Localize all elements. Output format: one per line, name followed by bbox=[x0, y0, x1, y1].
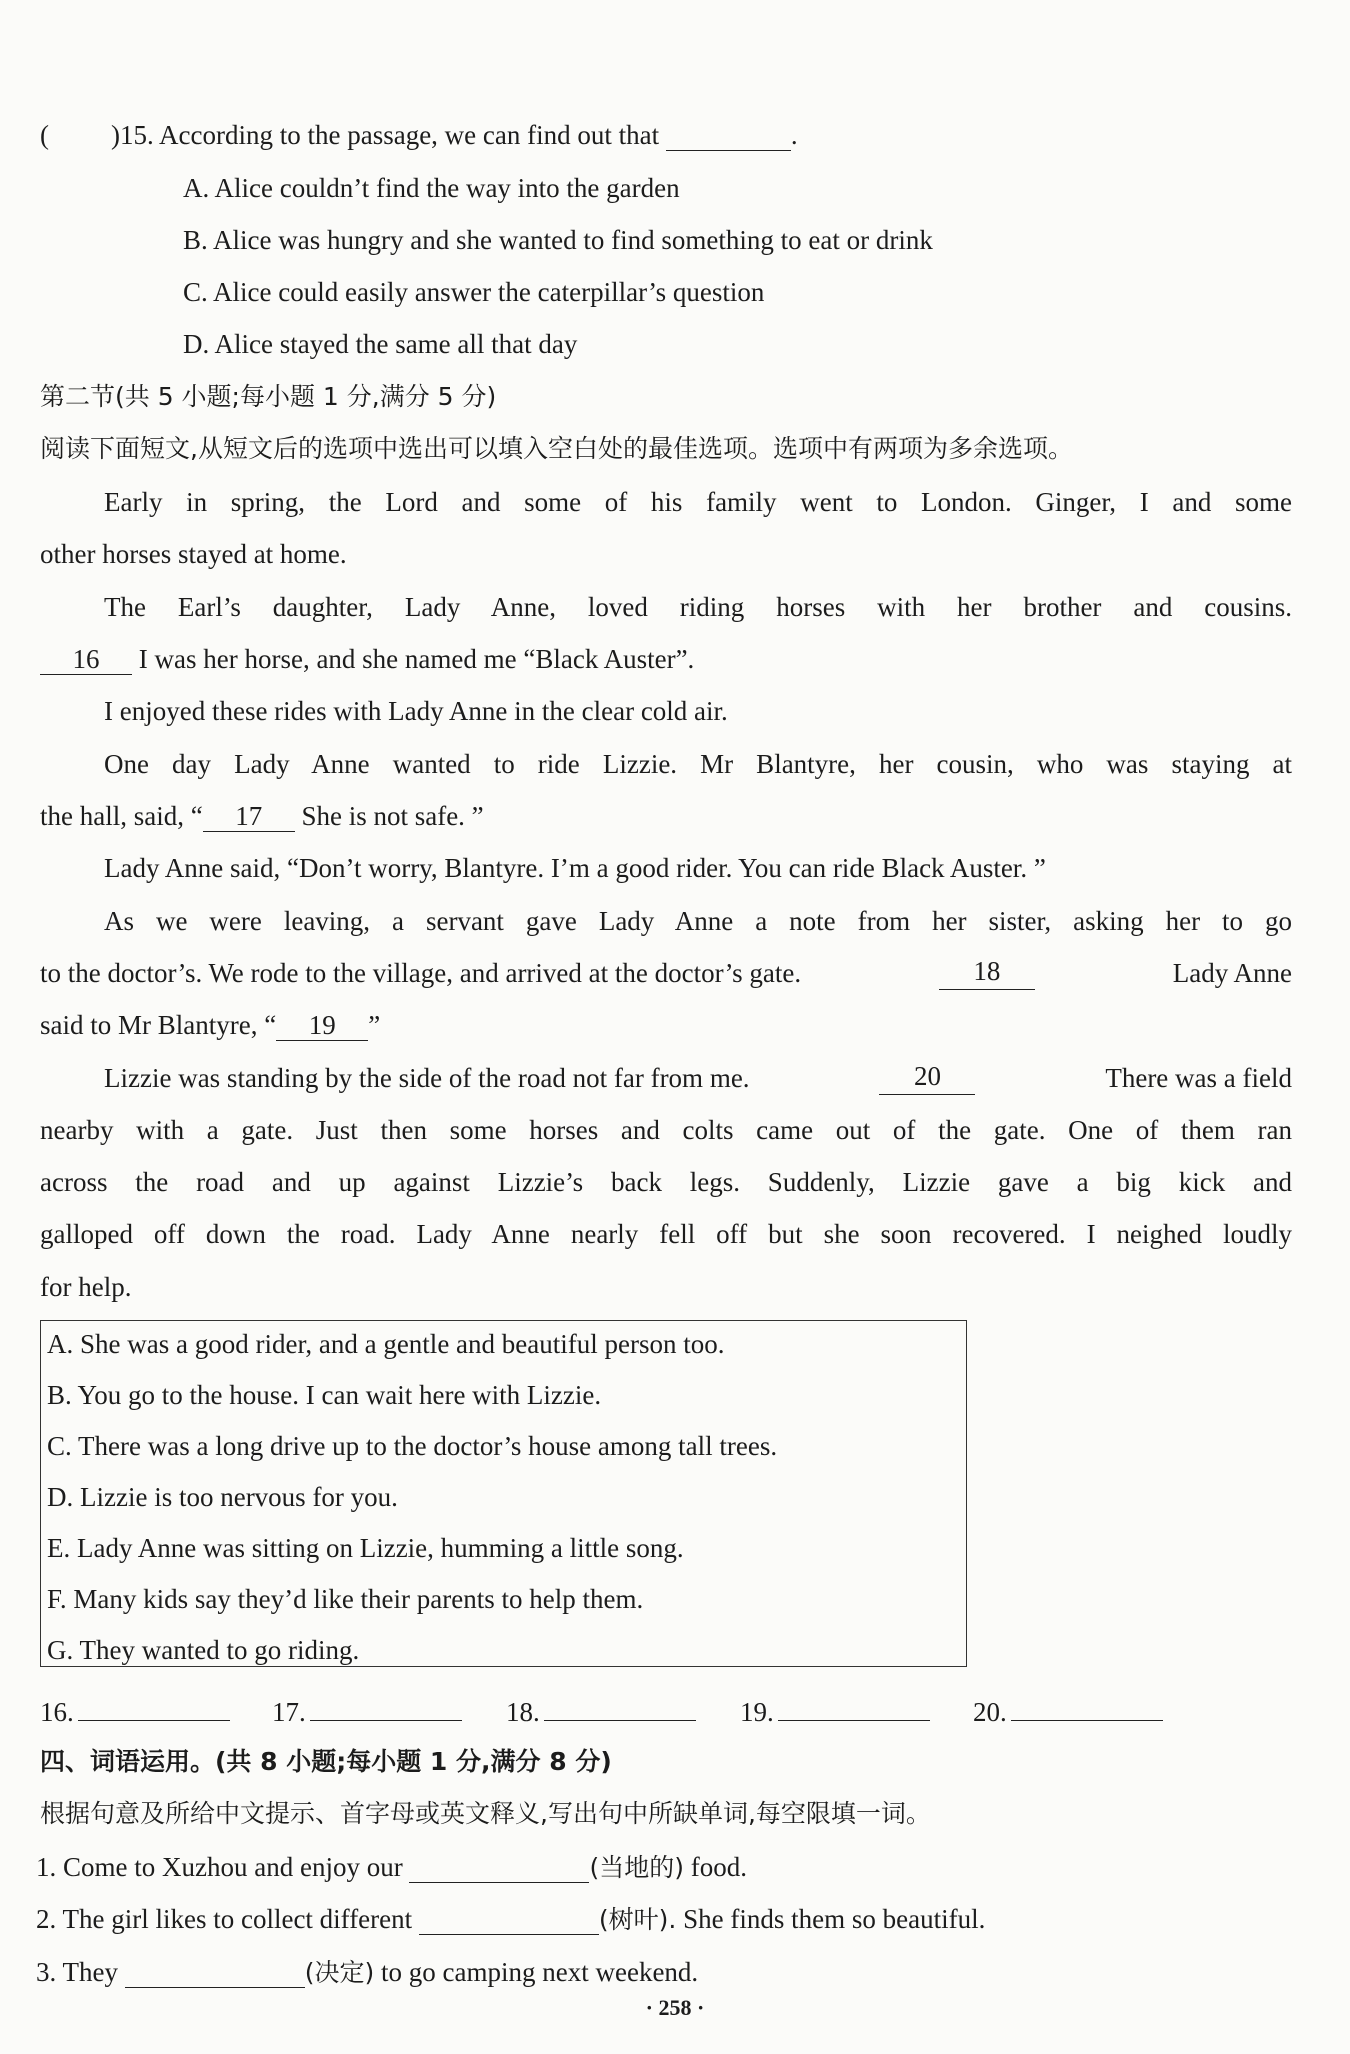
choice-a: A. She was a good rider, and a gentle and beautiful person too. bbox=[47, 1329, 725, 1359]
passage-line: Early in spring, the Lord and some of his family went to London. Ginger, I and some bbox=[104, 487, 1292, 517]
vocab-question-3 bbox=[36, 1955, 698, 1990]
chinese-hint: (当地的) bbox=[589, 1853, 684, 1882]
option-c: C. Alice could easily answer the caterpillar’s question bbox=[183, 277, 765, 307]
vocab-question-2 bbox=[36, 1902, 985, 1937]
section-2-instruction: 阅读下面短文,从短文后的选项中选出可以填入空白处的最佳选项。选项中有两项为多余选项。 bbox=[40, 434, 1073, 463]
chinese-hint: (树叶). bbox=[598, 1905, 677, 1934]
passage-line bbox=[40, 642, 694, 676]
page-number: · 258 · bbox=[645, 1995, 705, 2020]
passage-line bbox=[104, 1061, 1292, 1095]
question-text: 1. Come to Xuzhou and enjoy our bbox=[36, 1852, 403, 1882]
passage-text: ” bbox=[368, 1010, 381, 1040]
section-4-instruction: 根据句意及所给中文提示、首字母或英文释义,写出句中所缺单词,每空限填一词。 bbox=[40, 1799, 931, 1828]
blank-20[interactable]: 20 bbox=[879, 1061, 975, 1095]
passage-line: for help. bbox=[40, 1272, 132, 1302]
answer-blank-18[interactable] bbox=[544, 1690, 696, 1721]
passage-line bbox=[40, 1008, 380, 1042]
answer-label: 20. bbox=[973, 1697, 1007, 1727]
question-text: food. bbox=[690, 1852, 747, 1882]
passage-text: Lizzie was standing by the side of the road not far from me. bbox=[104, 1063, 750, 1093]
question-text: She finds them so beautiful. bbox=[683, 1904, 986, 1934]
passage-line: nearby with a gate. Just then some horses and colts came out of the gate. One of them ran bbox=[40, 1115, 1292, 1145]
answer-paren-close: ) bbox=[111, 120, 120, 150]
vocab-blank-1[interactable] bbox=[409, 1852, 589, 1883]
passage-text: I was her horse, and she named me “Black Auster”. bbox=[138, 644, 695, 674]
question-15-blank[interactable] bbox=[666, 120, 791, 151]
passage-text: said to Mr Blantyre, “ bbox=[40, 1010, 277, 1040]
chinese-hint: (决定) bbox=[304, 1958, 375, 1987]
section-2-heading: 第二节(共 5 小题;每小题 1 分,满分 5 分) bbox=[40, 382, 497, 411]
answer-blank-19[interactable] bbox=[778, 1690, 930, 1721]
choice-d: D. Lizzie is too nervous for you. bbox=[47, 1482, 398, 1512]
choice-c: C. There was a long drive up to the doctor’s house among tall trees. bbox=[47, 1431, 778, 1461]
choices-box bbox=[40, 1320, 967, 1667]
choice-e: E. Lady Anne was sitting on Lizzie, humming a little song. bbox=[47, 1533, 684, 1563]
passage-line bbox=[40, 956, 1292, 990]
answer-blank-20[interactable] bbox=[1011, 1690, 1163, 1721]
choice-g: G. They wanted to go riding. bbox=[47, 1635, 360, 1665]
answer-paren-open: ( bbox=[40, 120, 49, 150]
passage-text: She is not safe. ” bbox=[301, 801, 484, 831]
answer-label: 19. bbox=[740, 1697, 774, 1727]
passage-text: There was a field bbox=[1105, 1063, 1292, 1093]
period: . bbox=[790, 120, 798, 150]
answer-19 bbox=[740, 1690, 930, 1729]
passage-line: I enjoyed these rides with Lady Anne in the clear cold air. bbox=[104, 696, 728, 726]
question-15-stem: 15. According to the passage, we can find out that bbox=[120, 120, 660, 150]
passage-line: One day Lady Anne wanted to ride Lizzie. Mr Blantyre, her cousin, who was staying at bbox=[104, 749, 1292, 779]
question-text: 3. They bbox=[36, 1957, 118, 1987]
vocab-question-1 bbox=[36, 1850, 747, 1885]
passage-line: The Earl’s daughter, Lady Anne, loved riding horses with her brother and cousins. bbox=[104, 592, 1292, 622]
answer-blank-17[interactable] bbox=[310, 1690, 462, 1721]
passage-text: to the doctor’s. We rode to the village, and arrived at the doctor’s gate. bbox=[40, 958, 802, 988]
choice-b: B. You go to the house. I can wait here with Lizzie. bbox=[47, 1380, 602, 1410]
question-text: 2. The girl likes to collect different bbox=[36, 1904, 413, 1934]
vocab-blank-3[interactable] bbox=[125, 1957, 305, 1988]
passage-line: across the road and up against Lizzie’s back legs. Suddenly, Lizzie gave a big kick and bbox=[40, 1167, 1292, 1197]
vocab-blank-2[interactable] bbox=[419, 1904, 599, 1935]
answer-20 bbox=[973, 1690, 1163, 1729]
passage-text: Lady Anne bbox=[1172, 958, 1292, 988]
answer-label: 18. bbox=[506, 1697, 540, 1727]
answer-label: 17. bbox=[272, 1697, 306, 1727]
option-a: A. Alice couldn’t find the way into the garden bbox=[183, 173, 680, 203]
answer-17 bbox=[272, 1690, 462, 1729]
passage-line: Lady Anne said, “Don’t worry, Blantyre. I’m a good rider. You can ride Black Auster. ” bbox=[104, 853, 1046, 883]
answer-18 bbox=[506, 1690, 696, 1729]
choice-f: F. Many kids say they’d like their parents to help them. bbox=[47, 1584, 644, 1614]
blank-17[interactable]: 17 bbox=[203, 801, 295, 832]
section-4-heading: 四、词语运用。(共 8 小题;每小题 1 分,满分 8 分) bbox=[40, 1747, 612, 1776]
answer-blank-16[interactable] bbox=[78, 1690, 230, 1721]
blank-16[interactable]: 16 bbox=[40, 644, 132, 675]
question-text: to go camping next weekend. bbox=[381, 1957, 699, 1987]
answer-label: 16. bbox=[40, 1697, 74, 1727]
blank-18[interactable]: 18 bbox=[939, 956, 1035, 990]
passage-line bbox=[40, 799, 484, 833]
option-d: D. Alice stayed the same all that day bbox=[183, 329, 578, 359]
passage-text: the hall, said, “ bbox=[40, 801, 203, 831]
question-15 bbox=[40, 118, 798, 152]
answer-16 bbox=[40, 1690, 230, 1729]
blank-19[interactable]: 19 bbox=[276, 1010, 368, 1041]
passage-line: As we were leaving, a servant gave Lady Anne a note from her sister, asking her to go bbox=[104, 906, 1292, 936]
passage-line: other horses stayed at home. bbox=[40, 539, 347, 569]
passage-line: galloped off down the road. Lady Anne nearly fell off but she soon recovered. I neighed loudly bbox=[40, 1219, 1292, 1249]
option-b: B. Alice was hungry and she wanted to find something to eat or drink bbox=[183, 225, 933, 255]
